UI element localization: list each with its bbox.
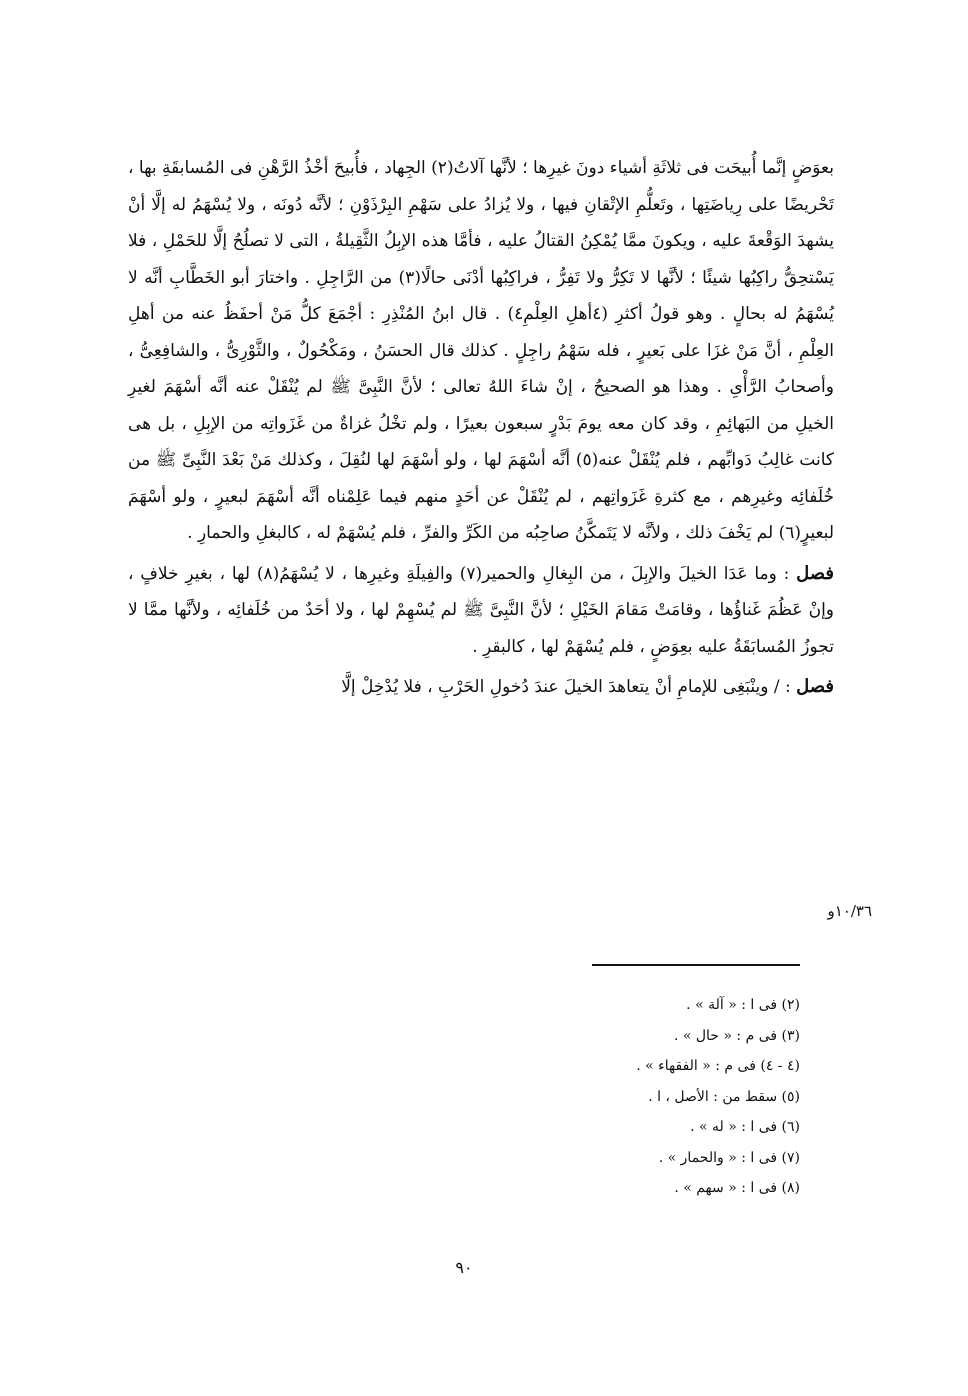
paragraph-3 [128, 669, 834, 706]
paragraph-2 [128, 556, 834, 666]
paragraph-label: فصل [796, 676, 834, 697]
manuscript-folio-note: ١٠/٣٦و [827, 902, 872, 920]
footnote: (٦) فى ا : « له » . [690, 1119, 800, 1135]
footnote: (٧) فى ا : « والحمار » . [658, 1149, 800, 1166]
paragraph-text: : وما عَدَا الخيلَ والإبِلَ ، من البِغالِ والحمير(٧) والفِيلَةِ وغيرِها ، لا يُسْهَمُ(٨) لها ، بغيرِ خلافٍ ، وإنْ عَظُمَ غَناؤُها ، وقامَتْ مَقامَ الخَيْلِ ؛ لأنَّ النَّبِىَّ ﷺ لم يُسْهِمْ لها ، ولا أحَدٌ من خُلَفائِه ، ولأنَّها ممَّا لا تجوزُ المُسابَقَةُ عليه بعِوَضٍ ، فلم يُسْهَمْ لها ، كالبقرِ . [128, 563, 834, 657]
footnote: (٤ - ٤) فى م : « الفقهاء » . [636, 1058, 800, 1074]
footnote: (٥) سقط من : الأصل ، ا . [648, 1088, 800, 1105]
footnote-divider [592, 964, 800, 966]
paragraph-text: بعوَضٍ إنَّما أُبيحَت فى ثلاثَةِ أشياء دونَ غيرِها ؛ لأنَّها آلاتُ(٢) الجِهاد ، فأُبيحَ أخْذُ الرَّهْنِ فى المُسابقَةِ بها ، تَحْريضًا على رِياضَتِها ، وتَعلُّمِ الإتْقانِ فيها ، ولا يُزادُ على سَهْمِ البِرْذَوْنِ ؛ لأنَّه دُونَه ، ولا يُسْهَمُ له إلَّا أنْ يشهدَ الوَقْعةَ عليه ، ويكونَ ممَّا يُمْكِنُ القتالُ عليه ، فأمَّا هذه الإبِلُ الثَّقِيلةُ ، التى لا تصلُحُ إلَّا للحَمْلِ ، فلا يَسْتحِقُّ راكِبُها شيئًا ؛ لأنَّها لا تَكِرُّ ولا تَفِرُّ ، فراكِبُها أدْنَى حالًا(٣) من الرَّاجِلِ . واختارَ أبو الخَطَّابِ أنَّه لا يُسْهَمُ له بحالٍ . وهو قولُ أكثرِ (٤أهلِ العِلْمِ٤) . قال ابنُ المُنْذِرِ : أجْمَعَ كلُّ مَنْ أحفَظُ عنه من أهلِ العِلْمِ ، أنَّ مَنْ غزَا على بَعيرٍ ، فله سَهْمُ راجِلٍ . كذلك قال الحسَنُ ، ومَكْحُولٌ ، والثَّوْرِىُّ ، والشافِعِىُّ ، وأصحابُ الرَّأْىِ . وهذا هو الصحيحُ ، إنْ شاءَ اللهُ تعالى ؛ لأنَّ النَّبِىَّ ﷺ لم يُنْقَلْ عنه أنَّه أسْهَمَ لغيرِ الخيلِ من البَهائِمِ ، وقد كان معه يومَ بَدْرٍ سبعون بعيرًا ، ولم تخْلُ غزاةٌ من غَزَواتِه من الإبِلِ ، بل هى كانت غالِبُ دَوابِّهم ، فلم يُنْقَلْ عنه(٥) أنَّه أسْهَمَ لها ، ولو أسْهَمَ لها لنُقِلَ ، وكذلك مَنْ بَعْدَ النَّبِىِّ ﷺ من خُلَفائِه وغيرِهم ، مع كثرةِ غَزَواتِهم ، لم يُنْقَلْ عن أحَدٍ منهم فيما عَلِمْناه أنَّه أسْهَمَ لبعيرٍ ، ولو أسْهَمَ لبعيرٍ(٦) لم يَخْفَ ذلك ، ولأنَّه لا يَتَمكَّنُ صاحِبُه من الكَرِّ والفرِّ ، فلم يُسْهَمْ له ، كالبغلِ والحمارِ . [128, 158, 835, 543]
paragraph-label: فصل [796, 562, 834, 584]
page-number: ٩٠ [455, 1258, 473, 1277]
main-text [128, 150, 834, 706]
paragraph-text: : / وينْبَغِى للإمامِ أنْ يتعاهدَ الخيلَ عندَ دُخولِ الحَرْبِ ، فلا يُدْخِلْ إلَّا [341, 677, 797, 697]
paragraph-1 [128, 150, 834, 552]
footnote: (٢) فى ا : « آلة » . [686, 997, 800, 1013]
footnote: (٨) فى ا : « سهم » . [674, 1180, 800, 1196]
footnote: (٣) فى م : « حال » . [673, 1027, 800, 1044]
footnotes-list [560, 990, 800, 1204]
